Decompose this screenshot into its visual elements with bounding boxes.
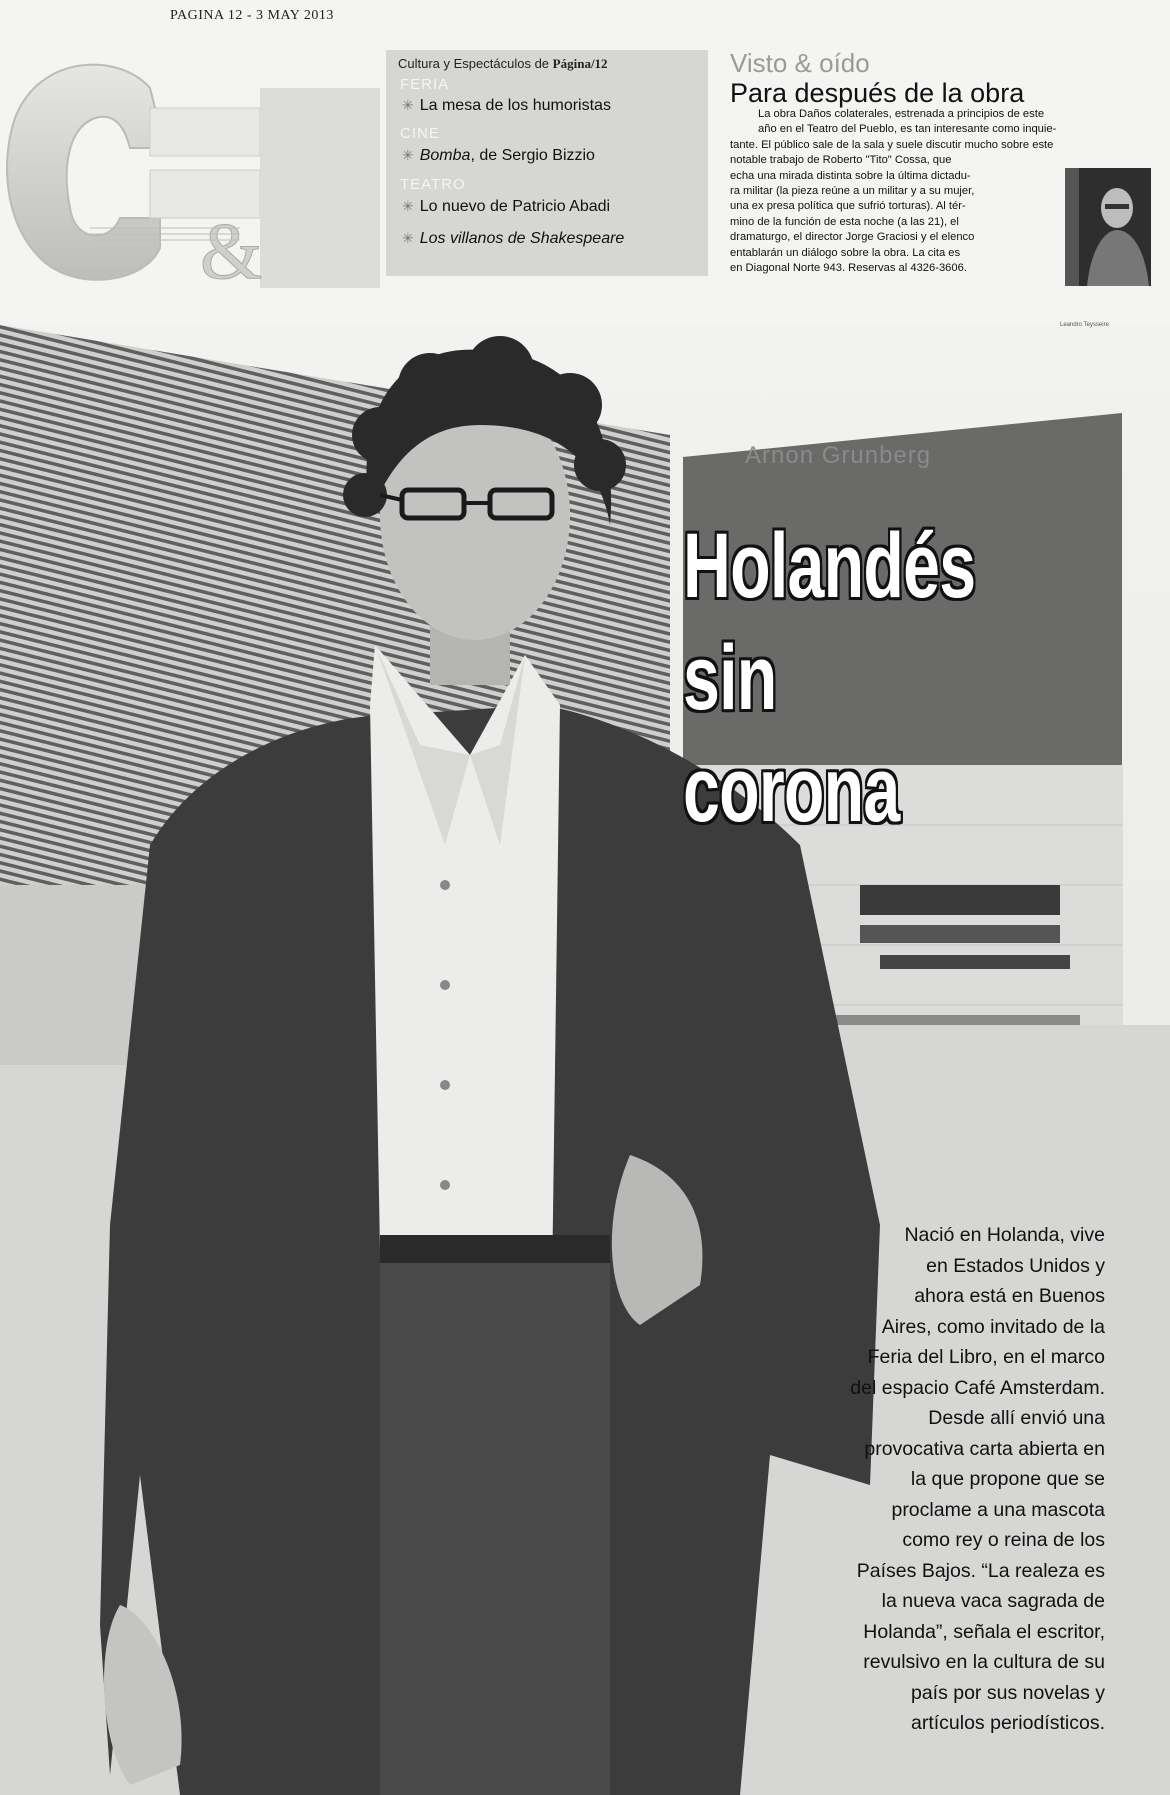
index-item-humoristas[interactable]: ✳ La mesa de los humoristas (402, 97, 611, 114)
index-item-villanos[interactable]: ✳ Los villanos de Shakespeare (402, 230, 625, 247)
index-item-bomba[interactable]: ✳ Bomba, de Sergio Bizzio (402, 147, 595, 164)
asterisk-icon: ✳ (402, 97, 414, 113)
headline-line-1: Holandés (683, 515, 976, 617)
visto-oido-title: Para después de la obra (730, 78, 1025, 108)
section-label-feria: FERIA (400, 76, 450, 93)
article-byline: Arnon Grunberg (745, 442, 932, 469)
article-headline (683, 510, 1113, 841)
article-lede: Nació en Holanda, vive en Estados Unidos y ahora está en Buenos Aires, como invitado de la Feria del Libro, en el marco del espacio Café Amsterdam. Desde allí envió una provocativa carta abierta en la que propone que se proclame a una mascota como rey o reina de los Países Bajos. “La realeza es la nueva vaca sagrada de Holanda”, señala el escritor, revulsivo en la cultura de su país por sus novelas y artículos periodísticos. (850, 1224, 1105, 1734)
supplement-title (398, 56, 608, 72)
supplement-brand: Página/12 (552, 56, 608, 71)
visto-oido-body: La obra Daños colaterales, estrenada a principios de este año en el Teatro del Pueblo, es tan interesante como inquie- tante. El público sale de la sala y suele discutir mucho sobre este notable trabajo de Roberto "Tito" Cossa, que echa una mirada distinta sobre la última dictadu- ra militar (la pieza reúne a un militar y a su mujer, una ex presa política que sufrió torturas). Al tér- mino de la función de esta noche (a las 21), el dramaturgo, el director Jorge Graciosi y el elenco entablarán un diálogo sobre la obra. La cita es en Diagonal Norte 943. Reservas al 4326-3606. (730, 108, 1057, 275)
visto-oido-kicker: Visto & oído (730, 48, 870, 78)
section-label-cine: CINE (400, 125, 440, 142)
asterisk-icon: ✳ (402, 230, 414, 246)
c-and-logo (0, 48, 380, 298)
section-label-teatro: TEATRO (400, 176, 466, 193)
asterisk-icon: ✳ (402, 147, 414, 163)
supplement-title-prefix: Cultura y Espectáculos de (398, 56, 550, 71)
dateline: PAGINA 12 - 3 MAY 2013 (170, 8, 334, 23)
headline-line-2: sin corona (683, 627, 900, 841)
svg-text:&: & (200, 208, 263, 296)
asterisk-icon: ✳ (402, 198, 414, 214)
photo-credit: Leandro Teysseire (1060, 322, 1109, 328)
index-item-abadi[interactable]: ✳ Lo nuevo de Patricio Abadi (402, 198, 611, 215)
cossa-portrait-photo (1065, 168, 1151, 286)
